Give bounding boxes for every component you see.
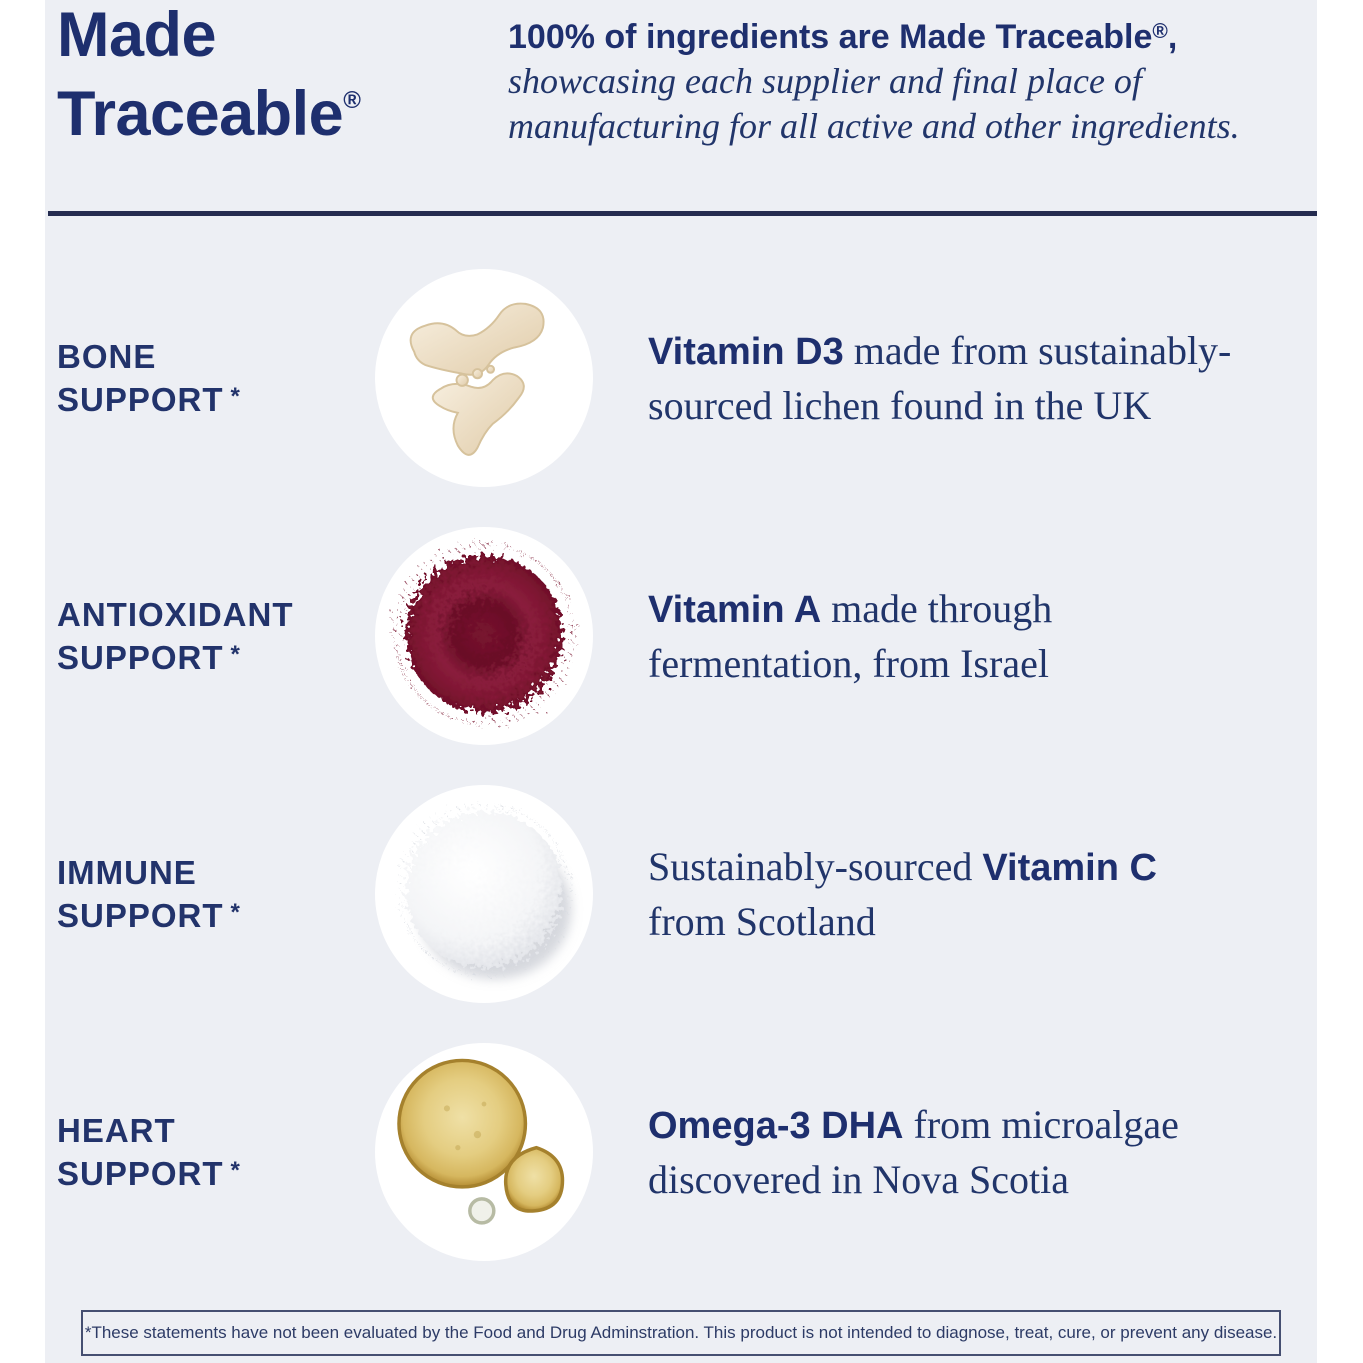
omega-3-oil-drops-icon [375,1043,593,1261]
fda-disclaimer-text: *These statements have not been evaluated by the Food and Drug Adminstration. This product is not intended to diagnose, treat, cure, or prevent any disease. [84,1323,1278,1342]
product-infographic-panel [45,0,1317,1363]
ingredient-row-vitamin-a [45,507,1317,765]
benefit-label-line1: HEART [57,1111,176,1149]
ingredient-name-bold: Vitamin C [982,847,1157,889]
description-pre: Sustainably-sourced [648,844,983,889]
ingredient-name-bold: Vitamin D3 [648,331,844,373]
header [45,0,1317,213]
icon-wrap [357,527,611,745]
footnote-asterisk: * [230,640,240,668]
ingredient-description [648,840,1157,948]
benefit-label-line1: BONE [57,337,157,375]
ingredient-photo-circle [375,269,593,487]
description-post: from microalgae [903,1102,1179,1147]
tagline-bold-text: 100% of ingredients are Made Traceable [508,18,1153,56]
footnote-asterisk: * [230,382,240,410]
description-post: made from sustainably- [843,328,1232,373]
registered-trademark-symbol: ® [343,87,361,114]
brand-title-line1: Made [57,0,217,70]
description-line2: sourced lichen found in the UK [648,383,1152,428]
tagline-italic-line1: showcasing each supplier and final place of [508,61,1142,101]
brand-title-line2: Traceable [57,79,344,149]
tagline-italic-line2: manufacturing for all active and other ingredients. [508,106,1240,146]
ingredient-row-omega-3 [45,1023,1317,1281]
icon-wrap [357,269,611,487]
benefit-label-heart-support [57,1111,357,1194]
description-line2: from Scotland [648,899,876,944]
benefit-label-line1: IMMUNE [57,853,197,891]
ingredient-photo-circle [375,527,593,745]
ingredient-row-vitamin-c [45,765,1317,1023]
ingredient-description [648,1098,1179,1206]
fda-disclaimer-box [81,1310,1281,1356]
ingredient-description [648,582,1052,690]
benefit-label-antioxidant-support [57,595,357,678]
benefit-label-line2: SUPPORT [57,896,224,934]
vitamin-c-white-powder-icon [375,785,593,1003]
icon-wrap [357,785,611,1003]
tagline-bold-suffix: , [1167,18,1178,56]
tagline-italic-lines [508,59,1240,149]
benefit-label-line2: SUPPORT [57,638,224,676]
benefit-label-line2: SUPPORT [57,1154,224,1192]
benefit-label-bone-support [57,337,357,420]
ingredient-rows [45,213,1317,1281]
footnote-asterisk: * [230,1156,240,1184]
ingredient-photo-circle [375,1043,593,1261]
registered-trademark-symbol: ® [1152,20,1168,43]
icon-wrap [357,1043,611,1261]
ingredient-row-vitamin-d3 [45,249,1317,507]
brand-title [57,2,360,147]
ingredient-name-bold: Omega-3 DHA [648,1105,904,1147]
vitamin-d3-oil-swirl-icon [375,269,593,487]
description-post: made through [821,586,1053,631]
vitamin-a-red-powder-icon [375,527,593,745]
description-line2: discovered in Nova Scotia [648,1157,1069,1202]
benefit-label-immune-support [57,853,357,936]
ingredient-description [648,324,1231,432]
tagline-bold-line [508,10,1240,59]
description-line2: fermentation, from Israel [648,641,1049,686]
header-divider-rule [48,211,1317,216]
benefit-label-line1: ANTIOXIDANT [57,595,294,633]
footnote-asterisk: * [230,898,240,926]
ingredient-name-bold: Vitamin A [648,589,822,631]
ingredient-photo-circle [375,785,593,1003]
header-tagline [508,10,1240,149]
benefit-label-line2: SUPPORT [57,380,224,418]
